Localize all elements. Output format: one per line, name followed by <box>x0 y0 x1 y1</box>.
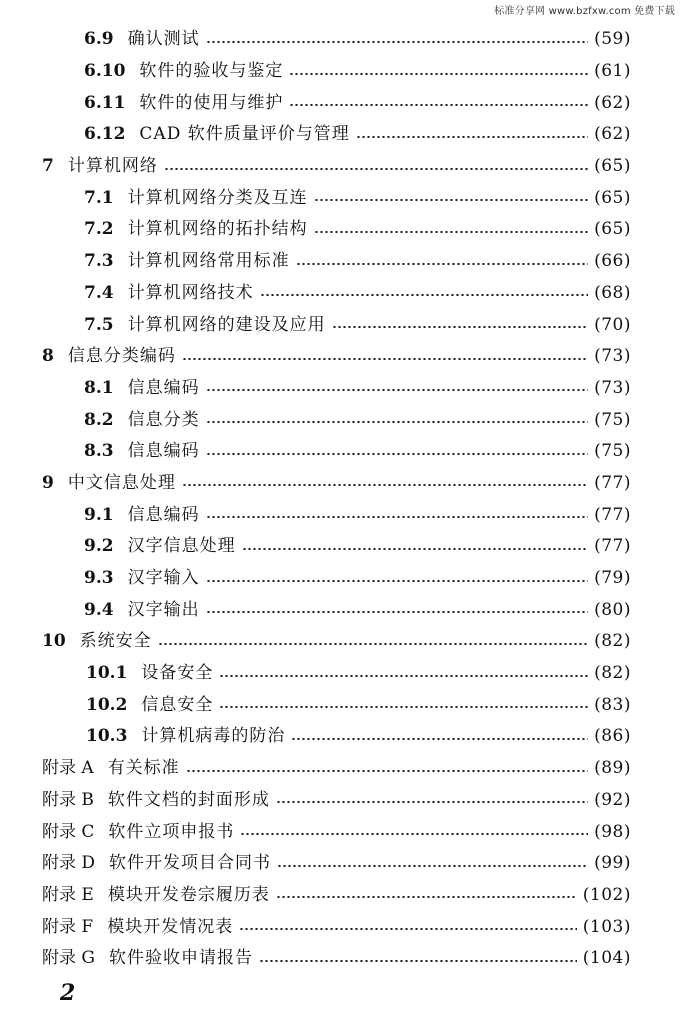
toc-entry[interactable] <box>0 626 681 658</box>
dot-leader <box>158 642 588 646</box>
dot-leader <box>206 40 589 44</box>
dot-leader <box>219 674 588 678</box>
dot-leader <box>314 198 589 202</box>
toc-entry-number: 附录 B <box>42 789 94 810</box>
toc-entry-page: (92) <box>594 789 631 810</box>
toc-entry-page: (103) <box>582 916 631 937</box>
toc-entry-number: 6.12 <box>84 124 126 145</box>
dot-leader <box>277 864 588 868</box>
toc-entry-page: (99) <box>594 853 631 874</box>
toc-entry-number: 9.1 <box>84 504 114 525</box>
toc-entry[interactable] <box>0 816 681 848</box>
toc-entry-title: 信息编码 <box>127 441 200 462</box>
dot-leader <box>164 167 588 171</box>
toc-entry-title: 系统安全 <box>79 631 152 652</box>
toc-entry-number: 9.4 <box>84 599 114 620</box>
toc-entry-page: (73) <box>594 377 631 398</box>
toc-entry-page: (77) <box>594 504 631 525</box>
toc-entry-page: (65) <box>594 156 631 177</box>
dot-leader <box>206 452 589 456</box>
toc-entry-title: 计算机病毒的防治 <box>141 726 286 747</box>
toc-entry-page: (65) <box>594 187 631 208</box>
toc-entry-page: (82) <box>594 663 631 684</box>
toc-entry-number: 6.11 <box>84 92 126 113</box>
toc-entry-title: 计算机网络 <box>67 156 158 177</box>
toc-entry[interactable] <box>0 468 681 500</box>
toc-entry-number: 7.3 <box>84 251 114 272</box>
toc-entry-number: 9.2 <box>84 536 114 557</box>
toc-entry-number: 8 <box>42 346 54 367</box>
dot-leader <box>289 103 588 107</box>
toc-entry[interactable] <box>0 911 681 943</box>
toc-entry[interactable] <box>0 56 681 88</box>
toc-entry[interactable] <box>0 943 681 975</box>
toc-entry-number: 8.1 <box>84 377 114 398</box>
dot-leader <box>206 515 589 519</box>
toc-entry-number: 7 <box>42 156 54 177</box>
toc-entry-title: CAD 软件质量评价与管理 <box>139 124 350 145</box>
toc-entry[interactable] <box>0 246 681 278</box>
toc-entry-title: 软件立项申报书 <box>108 821 235 842</box>
toc-entry-page: (79) <box>594 568 631 589</box>
toc-entry-title: 信息编码 <box>127 377 200 398</box>
toc-entry-title: 软件文档的封面形成 <box>107 789 270 810</box>
toc-entry-number: 附录 G <box>42 948 95 969</box>
toc-entry-title: 软件开发项目合同书 <box>109 853 272 874</box>
dot-leader <box>260 293 589 297</box>
toc-entry-page: (59) <box>594 29 631 50</box>
toc-entry-title: 模块开发情况表 <box>107 916 234 937</box>
toc-entry[interactable] <box>0 214 681 246</box>
toc-entry[interactable] <box>0 87 681 119</box>
toc-entry-page: (104) <box>582 948 631 969</box>
toc-entry-number: 6.9 <box>84 29 114 50</box>
dot-leader <box>289 72 588 76</box>
toc-entry[interactable] <box>0 753 681 785</box>
toc-entry[interactable] <box>0 563 681 595</box>
toc-entry[interactable] <box>0 436 681 468</box>
toc-entry-page: (73) <box>594 346 631 367</box>
toc-entry-number: 6.10 <box>84 61 126 82</box>
toc-entry[interactable] <box>0 119 681 151</box>
dot-leader <box>182 357 588 361</box>
toc-entry-number: 7.5 <box>84 314 114 335</box>
toc-entry[interactable] <box>0 373 681 405</box>
toc-entry-page: (62) <box>594 92 631 113</box>
toc-entry[interactable] <box>0 404 681 436</box>
toc-entry-page: (75) <box>594 409 631 430</box>
toc-entry-title: 汉字输出 <box>127 599 200 620</box>
toc-entry-title: 信息安全 <box>141 694 214 715</box>
toc-entry-number: 9 <box>42 472 54 493</box>
toc-entry-number: 9.3 <box>84 568 114 589</box>
toc-entry-title: 模块开发卷宗履历表 <box>107 884 270 905</box>
toc-entry-page: (82) <box>594 631 631 652</box>
table-of-contents <box>0 24 681 975</box>
toc-entry-page: (66) <box>594 251 631 272</box>
toc-entry-title: 计算机网络技术 <box>127 282 254 303</box>
toc-entry[interactable] <box>0 785 681 817</box>
toc-entry[interactable] <box>0 689 681 721</box>
toc-entry-number: 10.2 <box>86 694 128 715</box>
toc-entry-page: (102) <box>582 884 631 905</box>
dot-leader <box>291 737 588 741</box>
toc-entry[interactable] <box>0 151 681 183</box>
dot-leader <box>296 262 589 266</box>
dot-leader <box>206 420 589 424</box>
toc-entry-page: (61) <box>594 61 631 82</box>
toc-entry-page: (83) <box>594 694 631 715</box>
toc-entry-number: 附录 F <box>42 916 94 937</box>
toc-entry[interactable] <box>0 278 681 310</box>
toc-entry[interactable] <box>0 721 681 753</box>
toc-entry-number: 附录 C <box>42 821 95 842</box>
toc-entry-number: 附录 D <box>42 853 96 874</box>
toc-entry-title: 计算机网络的建设及应用 <box>127 314 326 335</box>
toc-entry-number: 10 <box>42 631 66 652</box>
toc-entry-title: 信息分类 <box>127 409 200 430</box>
toc-entry-number: 7.1 <box>84 187 114 208</box>
dot-leader <box>206 388 589 392</box>
dot-leader <box>276 800 588 804</box>
toc-entry-number: 7.4 <box>84 282 114 303</box>
toc-entry-number: 8.2 <box>84 409 114 430</box>
toc-entry[interactable] <box>0 880 681 912</box>
toc-entry-title: 信息编码 <box>127 504 200 525</box>
toc-entry[interactable] <box>0 24 681 56</box>
dot-leader <box>314 230 589 234</box>
toc-entry-page: (75) <box>594 441 631 462</box>
toc-entry[interactable] <box>0 341 681 373</box>
toc-entry-page: (65) <box>594 219 631 240</box>
toc-entry-title: 中文信息处理 <box>67 472 176 493</box>
toc-entry-title: 确认测试 <box>127 29 200 50</box>
toc-entry-number: 7.2 <box>84 219 114 240</box>
toc-entry-title: 汉字输入 <box>127 568 200 589</box>
dot-leader <box>332 325 589 329</box>
dot-leader <box>276 895 577 899</box>
dot-leader <box>356 135 588 139</box>
page-number: 2 <box>60 980 76 1006</box>
dot-leader <box>206 579 589 583</box>
dot-leader <box>186 769 588 773</box>
toc-entry-page: (70) <box>594 314 631 335</box>
dot-leader <box>259 959 577 963</box>
dot-leader <box>242 547 589 551</box>
toc-entry[interactable] <box>0 182 681 214</box>
toc-entry-title: 软件的验收与鉴定 <box>139 61 284 82</box>
toc-entry[interactable] <box>0 499 681 531</box>
dot-leader <box>206 610 589 614</box>
toc-entry-title: 软件的使用与维护 <box>139 92 284 113</box>
toc-entry-title: 汉字信息处理 <box>127 536 236 557</box>
dot-leader <box>219 705 588 709</box>
toc-entry-page: (77) <box>594 536 631 557</box>
toc-entry-page: (98) <box>594 821 631 842</box>
toc-entry-title: 软件验收申请报告 <box>108 948 253 969</box>
watermark-text: 标准分享网 www.bzfxw.com 免费下载 <box>494 6 675 17</box>
toc-entry[interactable] <box>0 309 681 341</box>
toc-entry[interactable] <box>0 594 681 626</box>
toc-entry-page: (68) <box>594 282 631 303</box>
toc-entry-title: 信息分类编码 <box>67 346 176 367</box>
toc-entry-number: 10.1 <box>86 663 128 684</box>
toc-entry-number: 附录 E <box>42 884 94 905</box>
toc-entry-page: (62) <box>594 124 631 145</box>
dot-leader <box>240 832 588 836</box>
toc-entry-number: 10.3 <box>86 726 128 747</box>
toc-entry-number: 8.3 <box>84 441 114 462</box>
toc-entry[interactable] <box>0 658 681 690</box>
toc-entry-page: (86) <box>594 726 631 747</box>
toc-entry-title: 计算机网络分类及互连 <box>127 187 308 208</box>
toc-entry-title: 计算机网络的拓扑结构 <box>127 219 308 240</box>
toc-entry-title: 设备安全 <box>141 663 214 684</box>
toc-entry-page: (89) <box>594 758 631 779</box>
toc-entry[interactable] <box>0 848 681 880</box>
toc-entry-title: 计算机网络常用标准 <box>127 251 290 272</box>
toc-entry[interactable] <box>0 531 681 563</box>
dot-leader <box>239 927 577 931</box>
toc-entry-title: 有关标准 <box>107 758 180 779</box>
toc-entry-page: (77) <box>594 472 631 493</box>
toc-entry-number: 附录 A <box>42 758 94 779</box>
dot-leader <box>182 483 588 487</box>
toc-entry-page: (80) <box>594 599 631 620</box>
